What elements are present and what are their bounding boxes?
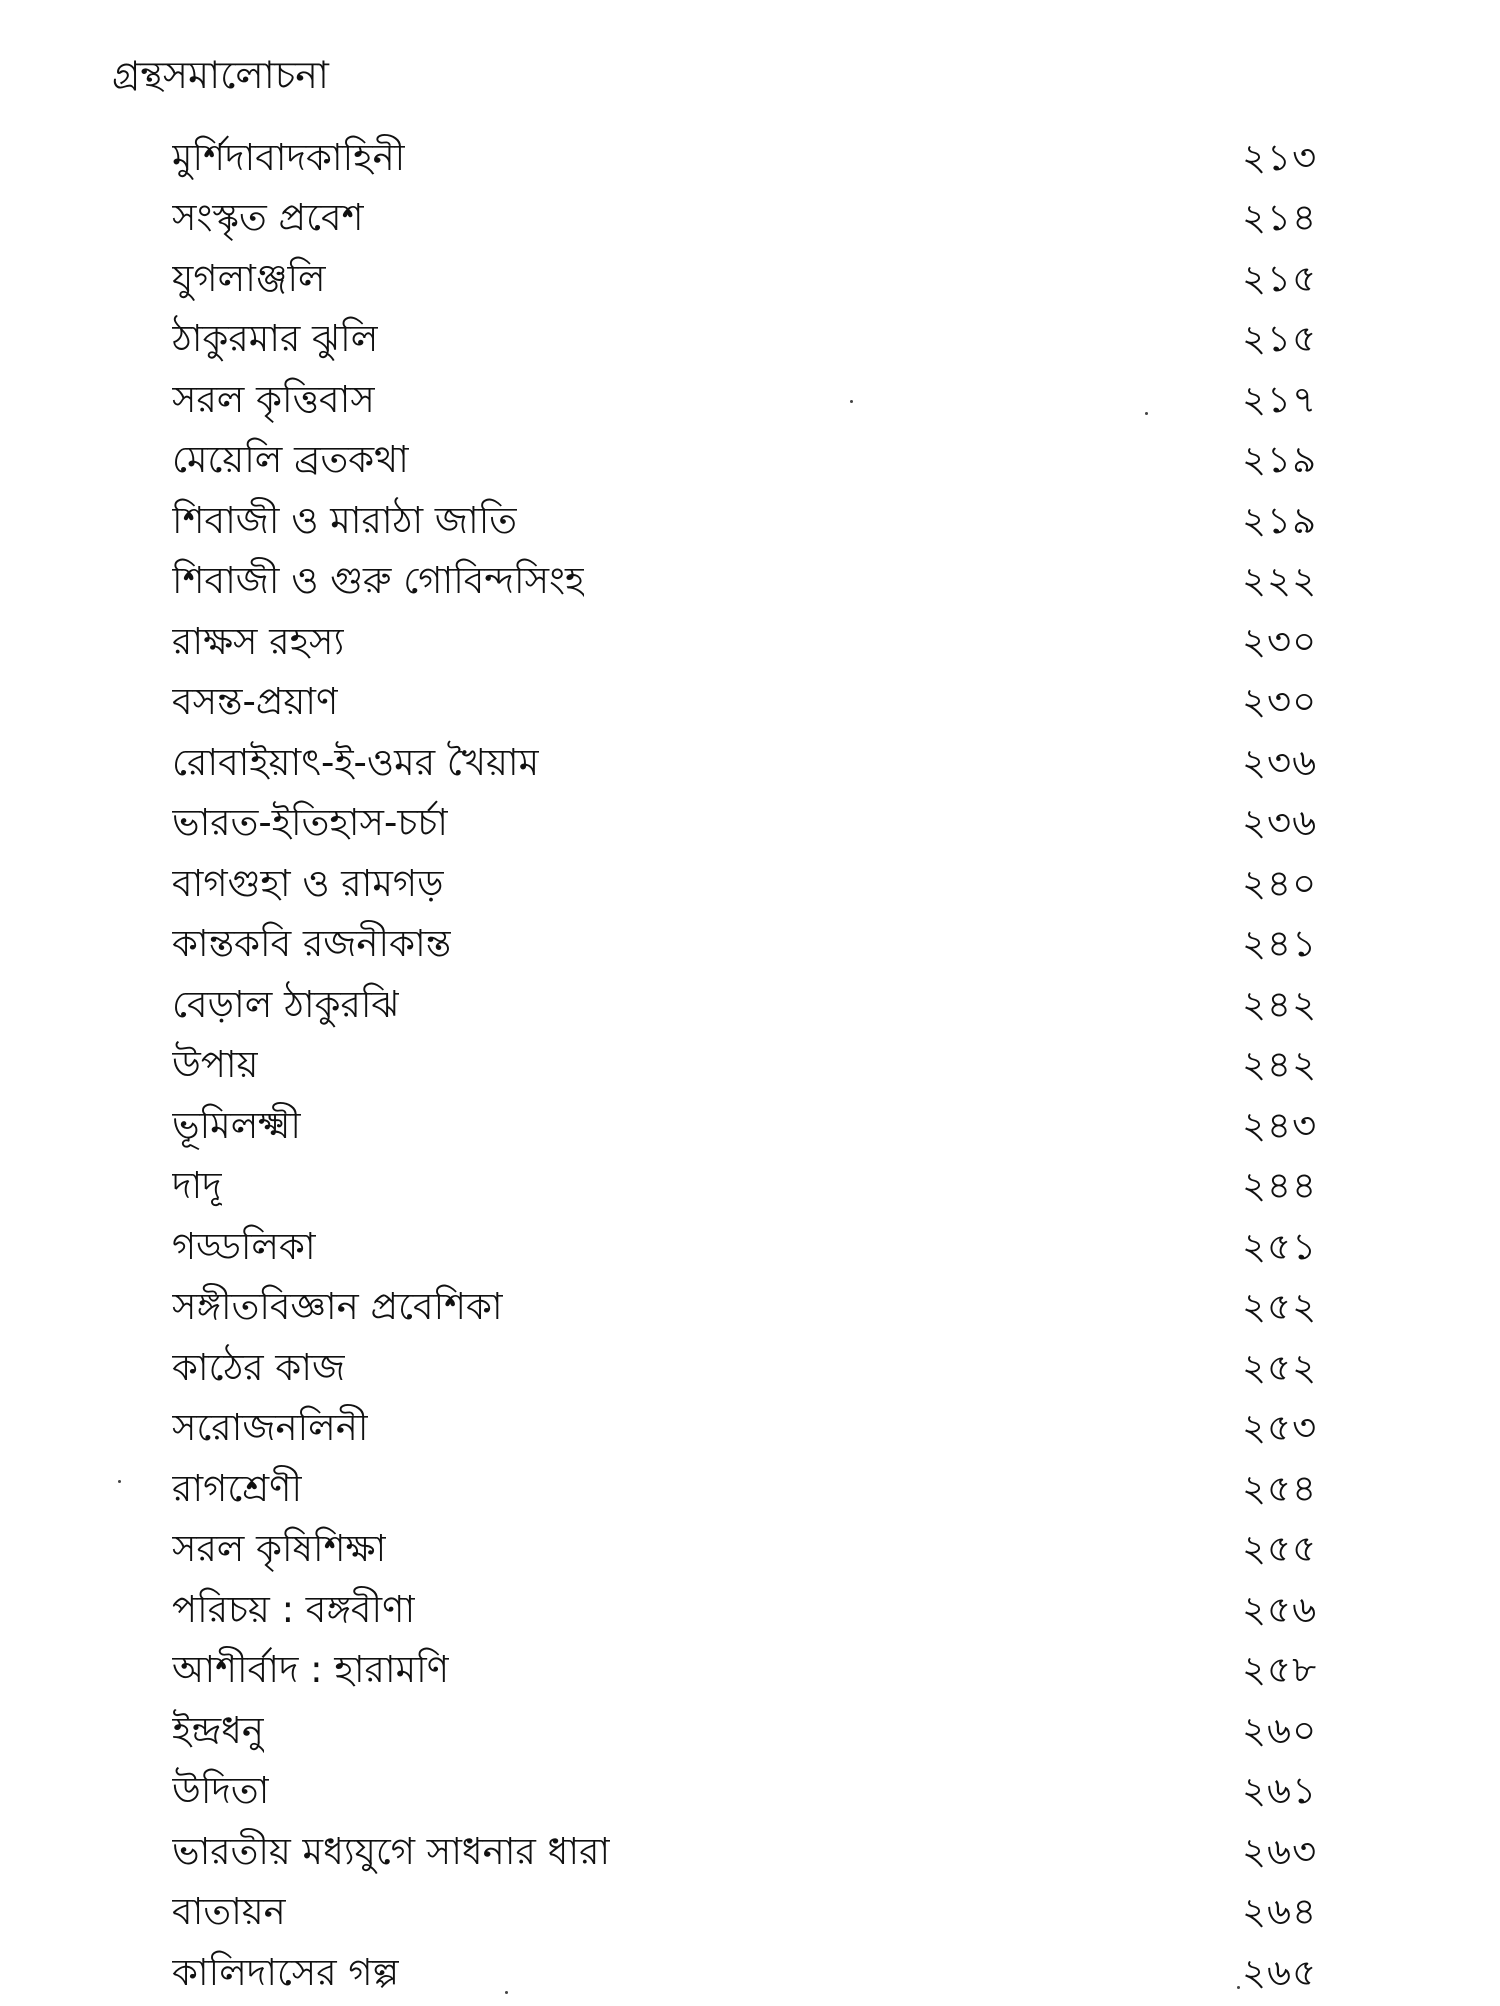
contents-entry xyxy=(172,1460,1362,1521)
entry-page-number: ২৫৮ xyxy=(1242,1648,1318,1692)
entry-title: মেয়েলি ব্রতকথা xyxy=(172,438,409,482)
scan-speck xyxy=(850,400,853,403)
entry-title: কান্তকবি রজনীকান্ত xyxy=(172,922,452,966)
contents-entry xyxy=(172,432,1362,493)
contents-entry xyxy=(172,1400,1362,1461)
entry-title: সরল কৃত্তিবাস xyxy=(172,377,375,421)
contents-entry xyxy=(172,1037,1362,1098)
contents-entry xyxy=(172,1823,1362,1884)
entry-title: দাদূ xyxy=(172,1164,222,1208)
entry-page-number: ২৪২ xyxy=(1242,1043,1318,1087)
section-title: গ্রন্থসমালোচনা xyxy=(112,53,329,97)
entry-page-number: ২৪০ xyxy=(1242,861,1318,905)
contents-entry xyxy=(172,1702,1362,1763)
entry-page-number: ২৫৬ xyxy=(1242,1587,1318,1631)
entry-title: ভারত-ইতিহাস-চর্চা xyxy=(172,801,448,845)
contents-entry xyxy=(172,976,1362,1037)
entry-page-number: ২৪২ xyxy=(1242,982,1318,1026)
entry-title: সংস্কৃত প্রবেশ xyxy=(172,196,364,240)
contents-entry xyxy=(172,1884,1362,1945)
entry-page-number: ২৬৪ xyxy=(1242,1890,1318,1934)
entry-page-number: ২১৫ xyxy=(1242,256,1318,300)
contents-entry xyxy=(172,855,1362,916)
entry-page-number: ২৫৩ xyxy=(1242,1406,1318,1450)
entry-page-number: ২৩৬ xyxy=(1242,801,1318,845)
contents-entry xyxy=(172,1521,1362,1582)
entry-page-number: ২১৭ xyxy=(1242,377,1318,421)
entry-title: মুর্শিদাবাদকাহিনী xyxy=(172,135,406,179)
entry-title: উপায় xyxy=(172,1043,259,1087)
contents-entry xyxy=(172,1642,1362,1703)
contents-entry xyxy=(172,795,1362,856)
contents-entry xyxy=(172,371,1362,432)
entry-page-number: ২৬১ xyxy=(1242,1769,1318,1813)
entry-page-number: ২৪১ xyxy=(1242,922,1318,966)
contents-entry xyxy=(172,1339,1362,1400)
contents-entry xyxy=(172,492,1362,553)
entry-title: কালিদাসের গল্প xyxy=(172,1950,400,1994)
entry-page-number: ২১৫ xyxy=(1242,317,1318,361)
entry-page-number: ২৫৪ xyxy=(1242,1466,1318,1510)
scan-speck xyxy=(1145,412,1148,415)
entry-title: রোবাইয়াৎ-ই-ওমর খৈয়াম xyxy=(172,740,540,784)
entry-page-number: ২৫৫ xyxy=(1242,1527,1318,1571)
contents-entry xyxy=(172,129,1362,190)
entry-page-number: ২৪৪ xyxy=(1242,1164,1318,1208)
contents-entry xyxy=(172,613,1362,674)
contents-entry xyxy=(172,1097,1362,1158)
contents-entry xyxy=(172,674,1362,735)
entry-page-number: ২১৪ xyxy=(1242,196,1318,240)
entry-page-number: ২২২ xyxy=(1242,559,1318,603)
entry-page-number: ২১৯ xyxy=(1242,498,1318,542)
entry-page-number: ২৩০ xyxy=(1242,619,1318,663)
entry-title: শিবাজী ও গুরু গোবিন্দসিংহ xyxy=(172,559,585,603)
entry-title: ভূমিলক্ষ্মী xyxy=(172,1103,301,1147)
entry-title: ভারতীয় মধ্যযুগে সাধনার ধারা xyxy=(172,1829,611,1873)
entry-title: বাতায়ন xyxy=(172,1890,286,1934)
entry-page-number: ২৫২ xyxy=(1242,1345,1318,1389)
entry-title: ইন্দ্রধনু xyxy=(172,1708,264,1752)
contents-entry xyxy=(172,734,1362,795)
entry-title: আশীর্বাদ : হারামণি xyxy=(172,1648,450,1692)
contents-entry xyxy=(172,250,1362,311)
contents-entry xyxy=(172,190,1362,251)
entry-page-number: ২১৯ xyxy=(1242,438,1318,482)
contents-entry xyxy=(172,1158,1362,1219)
entry-title: সরল কৃষিশিক্ষা xyxy=(172,1527,387,1571)
entry-title: বাগগুহা ও রামগড় xyxy=(172,861,444,905)
entry-page-number: ২৬০ xyxy=(1242,1708,1318,1752)
entry-title: বসন্ত-প্রয়াণ xyxy=(172,680,339,724)
entry-page-number: ২৩৬ xyxy=(1242,740,1318,784)
entry-title: রাক্ষস রহস্য xyxy=(172,619,345,663)
entry-title: উদিতা xyxy=(172,1769,270,1813)
contents-entry xyxy=(172,1763,1362,1824)
contents-entry xyxy=(172,916,1362,977)
contents-entry xyxy=(172,1279,1362,1340)
entry-title: কাঠের কাজ xyxy=(172,1345,346,1389)
scan-speck xyxy=(1237,1986,1240,1989)
entry-title: সঙ্গীতবিজ্ঞান প্রবেশিকা xyxy=(172,1285,503,1329)
contents-entry xyxy=(172,553,1362,614)
entry-title: রাগশ্রেণী xyxy=(172,1466,303,1510)
entry-page-number: ২৬৩ xyxy=(1242,1829,1318,1873)
contents-entry xyxy=(172,1944,1362,2005)
entry-title: গড্ডলিকা xyxy=(172,1224,316,1268)
entry-page-number: ২৩০ xyxy=(1242,680,1318,724)
contents-list xyxy=(172,129,1362,2005)
entry-page-number: ২৫১ xyxy=(1242,1224,1318,1268)
entry-title: ঠাকুরমার ঝুলি xyxy=(172,317,379,361)
entry-page-number: ২৬৫ xyxy=(1242,1950,1318,1994)
entry-page-number: ২৪৩ xyxy=(1242,1103,1318,1147)
contents-entry xyxy=(172,311,1362,372)
entry-page-number: ২১৩ xyxy=(1242,135,1318,179)
scan-speck xyxy=(505,1991,508,1994)
contents-entry xyxy=(172,1581,1362,1642)
entry-title: যুগলাঞ্জলি xyxy=(172,256,326,300)
entry-title: শিবাজী ও মারাঠা জাতি xyxy=(172,498,518,542)
contents-entry xyxy=(172,1218,1362,1279)
entry-title: বেড়াল ঠাকুরঝি xyxy=(172,982,400,1026)
entry-page-number: ২৫২ xyxy=(1242,1285,1318,1329)
scan-speck xyxy=(118,1480,121,1483)
entry-title: সরোজনলিনী xyxy=(172,1406,369,1450)
entry-title: পরিচয় : বঙ্গবীণা xyxy=(172,1587,416,1631)
